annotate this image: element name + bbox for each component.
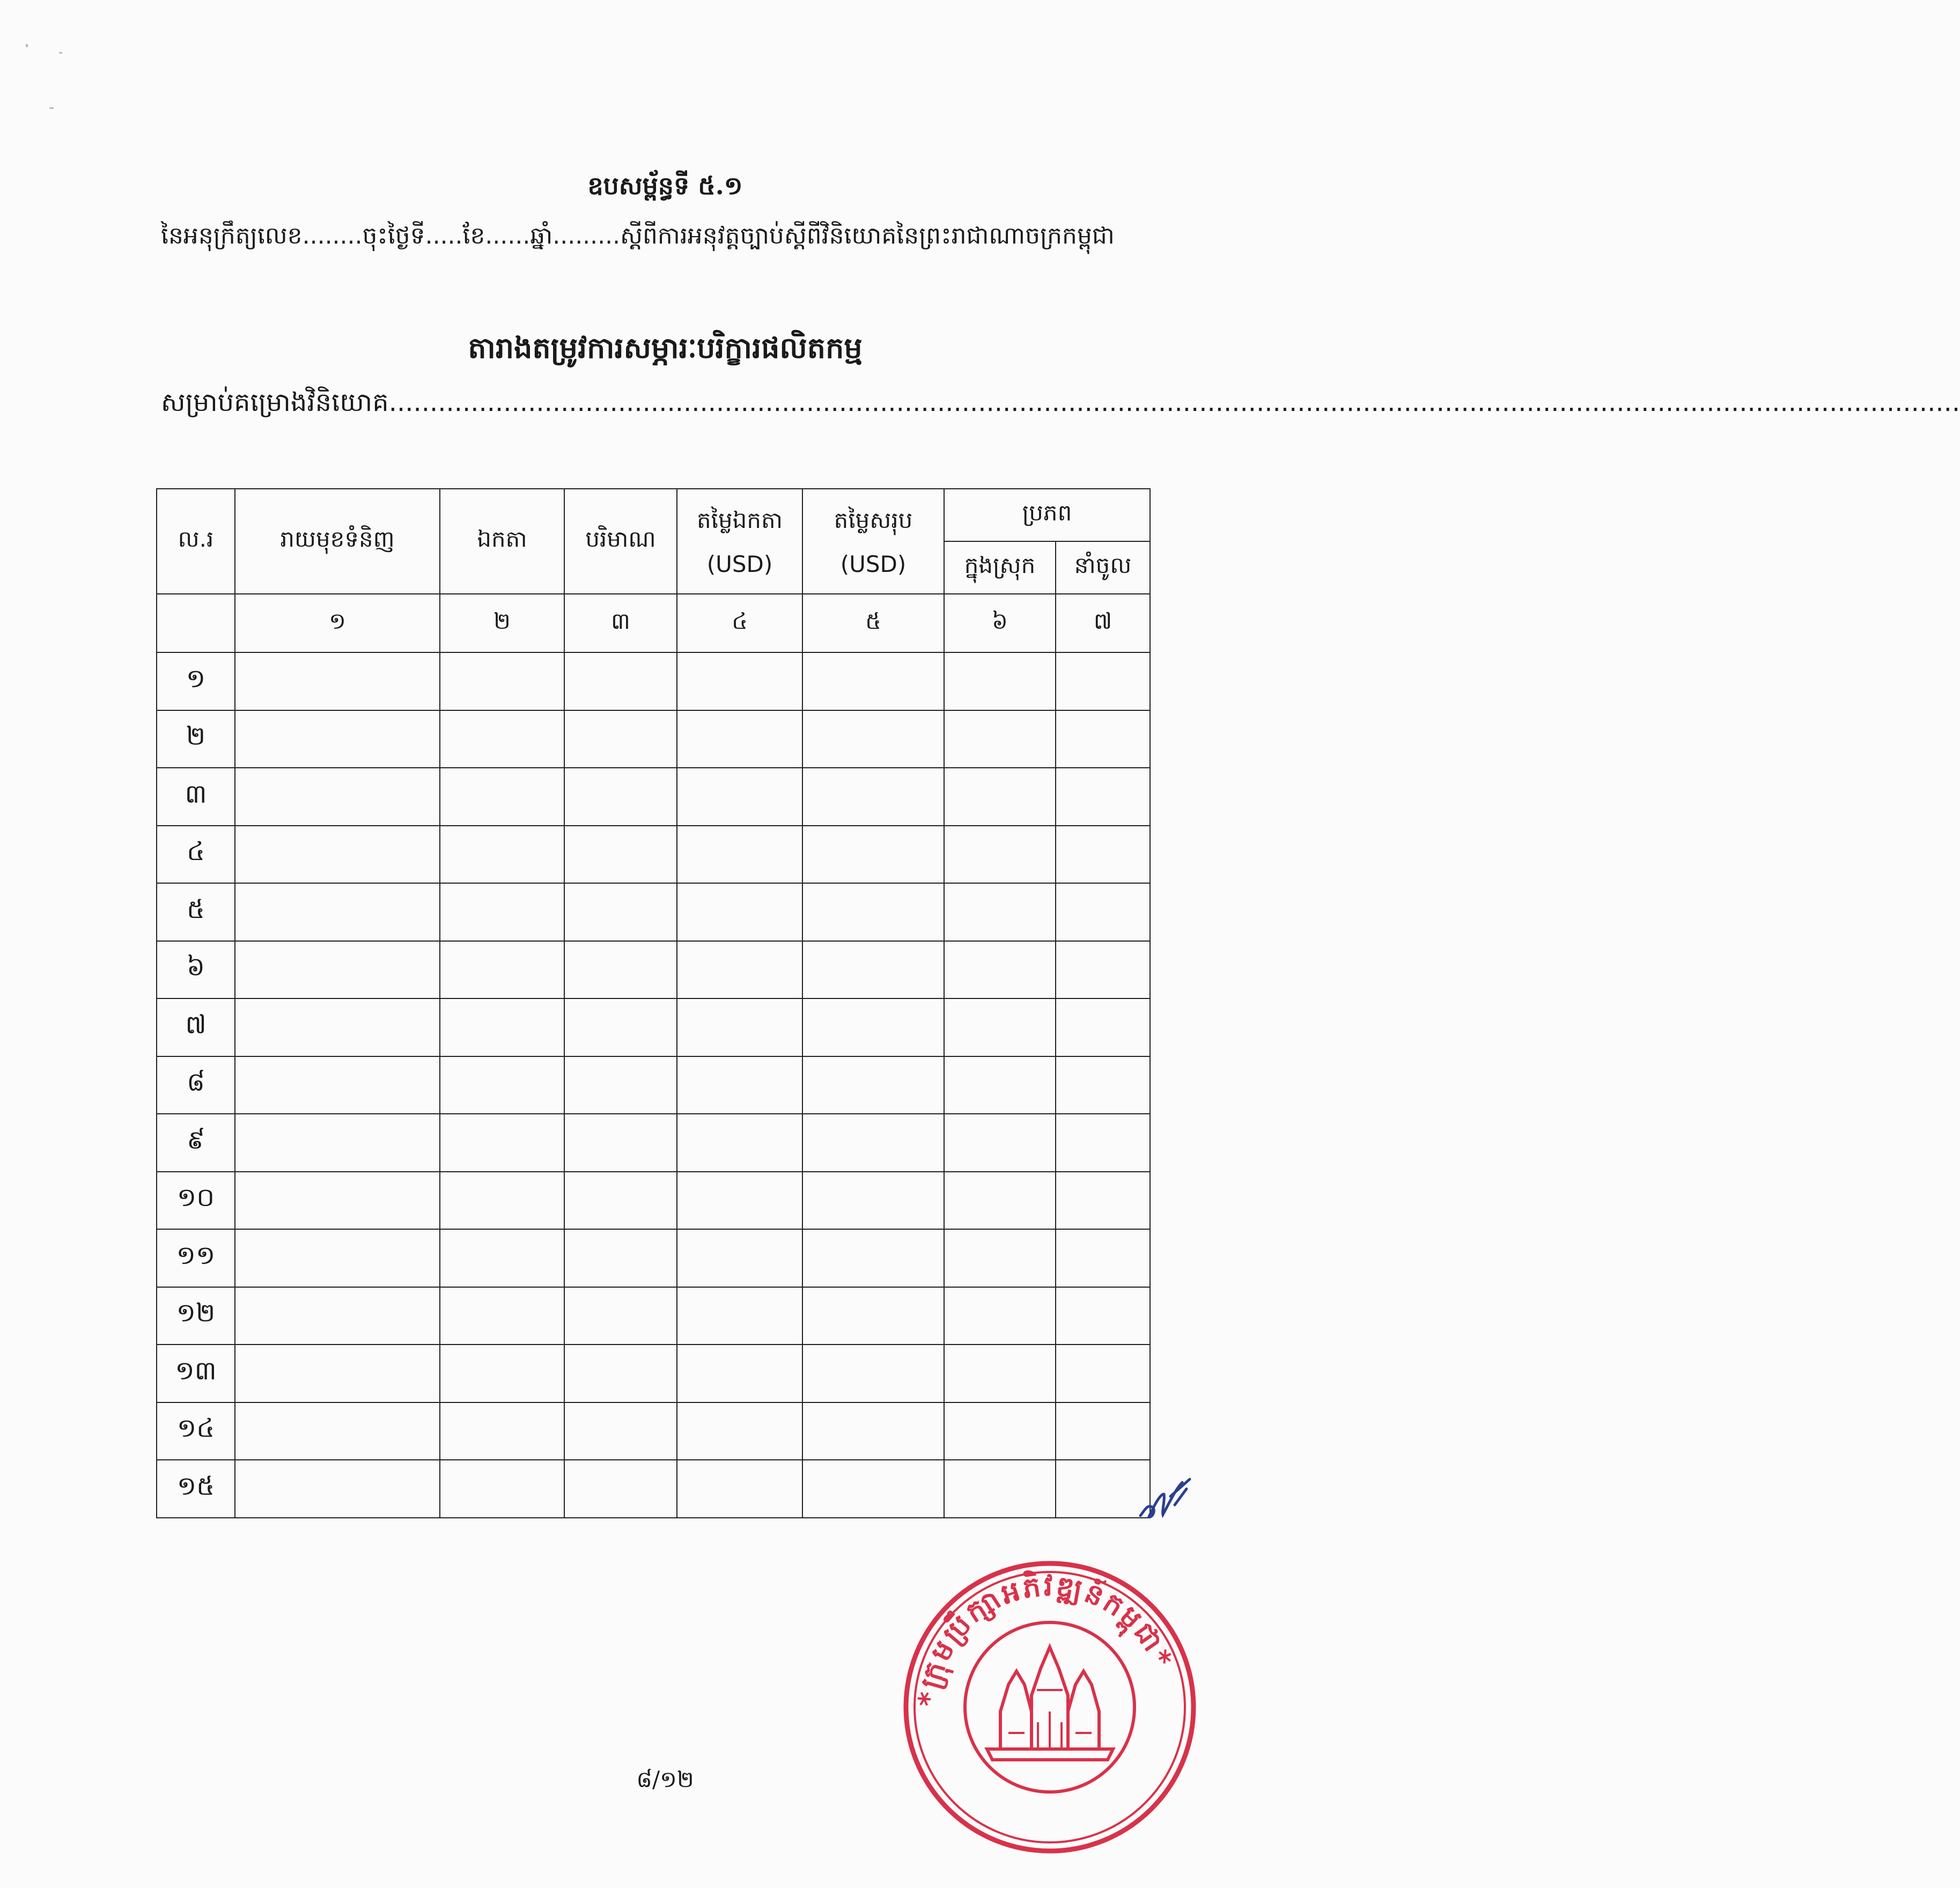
blank-cell [802, 1402, 944, 1460]
blank-cell [235, 1172, 440, 1230]
blank-cell [440, 1114, 564, 1172]
blank-cell [440, 768, 564, 826]
blank-cell [677, 1172, 802, 1230]
blank-cell [802, 1460, 944, 1518]
scan-speck [26, 44, 28, 47]
header-unit-price-label: តម្លៃឯកតា [697, 506, 783, 533]
official-seal [893, 1551, 1207, 1864]
row-number: ៩ [157, 1114, 235, 1172]
blank-cell [235, 1114, 440, 1172]
blank-cell [235, 1402, 440, 1460]
investment-project-line: សម្រាប់គម្រោងវិនិយោគ................................................................................................................................................................................................ [161, 387, 1960, 417]
annex-title: ឧបសម្ព័ន្ធទី ៥.១ [587, 171, 743, 200]
blank-cell [1056, 998, 1150, 1056]
blank-cell [440, 826, 564, 884]
table-row [157, 998, 1150, 1056]
column-number: ១ [235, 594, 440, 652]
row-number: ៧ [157, 998, 235, 1056]
blank-cell [564, 1229, 677, 1287]
blank-cell [802, 1229, 944, 1287]
blank-cell [944, 1114, 1056, 1172]
blank-cell [440, 1460, 564, 1518]
row-number: ២ [157, 710, 235, 768]
table-row [157, 652, 1150, 710]
blank-cell [802, 826, 944, 884]
blank-cell [1056, 883, 1150, 941]
blank-cell [235, 1229, 440, 1287]
blank-cell [802, 1172, 944, 1230]
header-source: ប្រភព [944, 489, 1150, 541]
signature-initials [1137, 1473, 1196, 1524]
blank-cell [802, 1287, 944, 1345]
row-number: ៨ [157, 1056, 235, 1114]
blank-cell [944, 1229, 1056, 1287]
scan-speck [59, 52, 62, 54]
table-row [157, 1460, 1150, 1518]
blank-cell [944, 1402, 1056, 1460]
column-number: ៣ [564, 594, 677, 652]
blank-cell [677, 1114, 802, 1172]
table-row [157, 1056, 1150, 1114]
scan-speck [49, 107, 54, 109]
blank-cell [235, 710, 440, 768]
blank-cell [1056, 768, 1150, 826]
blank-cell [564, 941, 677, 999]
blank-cell [1056, 652, 1150, 710]
blank-cell [235, 652, 440, 710]
blank-cell [564, 1402, 677, 1460]
table-row [157, 826, 1150, 884]
blank-cell [1056, 1345, 1150, 1402]
blank-cell [235, 941, 440, 999]
blank-cell [440, 1056, 564, 1114]
blank-cell [802, 710, 944, 768]
blank-cell [440, 710, 564, 768]
blank-cell [677, 1402, 802, 1460]
row-number: ១២ [157, 1287, 235, 1345]
column-number-blank [157, 594, 235, 652]
blank-cell [802, 1114, 944, 1172]
blank-cell [1056, 1172, 1150, 1230]
header-total-price-label: តម្លៃសរុប [834, 506, 913, 533]
blank-cell [802, 652, 944, 710]
blank-cell [1056, 1114, 1150, 1172]
blank-cell [235, 883, 440, 941]
blank-cell [677, 826, 802, 884]
blank-cell [802, 998, 944, 1056]
equipment-requirement-table [156, 488, 1151, 1518]
blank-cell [440, 1402, 564, 1460]
table-row [157, 710, 1150, 768]
blank-cell [944, 710, 1056, 768]
decree-reference-line: នៃអនុក្រឹត្យលេខ........ចុះថ្ងៃទី.....ខែ......ឆ្នាំ.........ស្ដីពីការអនុវត្តច្បាប់ស្ដីពីវិនិយោគនៃព្រះរាជាណាចក្រកម្ពុជា [161, 222, 1115, 249]
table-row [157, 1287, 1150, 1345]
row-number: ១៣ [157, 1345, 235, 1402]
row-number: ១០ [157, 1172, 235, 1230]
blank-cell [677, 1056, 802, 1114]
row-number: ១៤ [157, 1402, 235, 1460]
column-number: ៤ [677, 594, 802, 652]
blank-cell [564, 1345, 677, 1402]
column-number: ៧ [1056, 594, 1150, 652]
blank-cell [235, 768, 440, 826]
blank-cell [564, 1172, 677, 1230]
blank-cell [677, 1460, 802, 1518]
header-item-list: រាយមុខទំនិញ [235, 489, 440, 594]
row-number: ៤ [157, 826, 235, 884]
row-number: ១៥ [157, 1460, 235, 1518]
table-row [157, 941, 1150, 999]
blank-cell [440, 941, 564, 999]
blank-cell [564, 1460, 677, 1518]
header-total-price [802, 489, 944, 594]
form-title: តារាងតម្រូវការសម្ភារៈបរិក្ខារផលិតកម្ម [468, 330, 863, 365]
blank-cell [944, 652, 1056, 710]
blank-cell [440, 883, 564, 941]
blank-cell [564, 826, 677, 884]
blank-cell [1056, 1229, 1150, 1287]
blank-cell [802, 1345, 944, 1402]
table-row [157, 1229, 1150, 1287]
table-row [157, 768, 1150, 826]
header-unit-price [677, 489, 802, 594]
blank-cell [564, 710, 677, 768]
blank-cell [677, 1229, 802, 1287]
blank-cell [1056, 941, 1150, 999]
blank-cell [802, 883, 944, 941]
blank-cell [235, 998, 440, 1056]
blank-cell [677, 768, 802, 826]
table-row [157, 883, 1150, 941]
blank-cell [677, 998, 802, 1056]
blank-cell [944, 768, 1056, 826]
blank-cell [802, 1056, 944, 1114]
blank-cell [564, 998, 677, 1056]
row-number: ១១ [157, 1229, 235, 1287]
header-unit-price-currency: (USD) [706, 550, 773, 577]
column-number: ២ [440, 594, 564, 652]
blank-cell [677, 710, 802, 768]
blank-cell [1056, 1287, 1150, 1345]
blank-cell [944, 998, 1056, 1056]
blank-cell [564, 1056, 677, 1114]
blank-cell [1056, 1056, 1150, 1114]
blank-cell [235, 1287, 440, 1345]
header-domestic: ក្នុងស្រុក [944, 541, 1056, 594]
blank-cell [440, 1172, 564, 1230]
table-row [157, 1345, 1150, 1402]
blank-cell [235, 826, 440, 884]
blank-cell [677, 1287, 802, 1345]
blank-cell [440, 652, 564, 710]
blank-cell [944, 826, 1056, 884]
row-number: ៦ [157, 941, 235, 999]
blank-cell [564, 768, 677, 826]
blank-cell [1056, 710, 1150, 768]
blank-cell [944, 1460, 1056, 1518]
row-number: ៥ [157, 883, 235, 941]
column-number: ៦ [944, 594, 1056, 652]
blank-cell [677, 652, 802, 710]
blank-cell [564, 1287, 677, 1345]
seal-inscription: *ក្រុមប្រឹក្សាអភិវឌ្ឍន៍កម្ពុជា* [912, 1570, 1179, 1708]
blank-cell [440, 998, 564, 1056]
blank-cell [1056, 1460, 1150, 1518]
blank-cell [1056, 1402, 1150, 1460]
blank-cell [944, 941, 1056, 999]
blank-cell [440, 1287, 564, 1345]
blank-cell [677, 1345, 802, 1402]
header-quantity: បរិមាណ [564, 489, 677, 594]
header-unit: ឯកតា [440, 489, 564, 594]
blank-cell [944, 1172, 1056, 1230]
column-number-row [157, 594, 1150, 652]
table-row [157, 1172, 1150, 1230]
blank-cell [944, 883, 1056, 941]
header-total-price-currency: (USD) [840, 550, 907, 577]
blank-cell [564, 652, 677, 710]
blank-cell [564, 1114, 677, 1172]
page-number: ៨/១២ [636, 1766, 694, 1793]
blank-cell [235, 1056, 440, 1114]
blank-cell [440, 1229, 564, 1287]
blank-cell [944, 1056, 1056, 1114]
row-number: ៣ [157, 768, 235, 826]
blank-cell [1056, 826, 1150, 884]
table-row [157, 1402, 1150, 1460]
header-imported: នាំចូល [1056, 541, 1150, 594]
blank-cell [802, 941, 944, 999]
table-row [157, 1114, 1150, 1172]
blank-cell [235, 1460, 440, 1518]
blank-cell [235, 1345, 440, 1402]
blank-cell [440, 1345, 564, 1402]
blank-cell [944, 1287, 1056, 1345]
blank-cell [802, 768, 944, 826]
blank-cell [677, 883, 802, 941]
blank-cell [944, 1345, 1056, 1402]
blank-cell [677, 941, 802, 999]
header-no: ល.រ [157, 489, 235, 594]
blank-cell [564, 883, 677, 941]
row-number: ១ [157, 652, 235, 710]
column-number: ៥ [802, 594, 944, 652]
